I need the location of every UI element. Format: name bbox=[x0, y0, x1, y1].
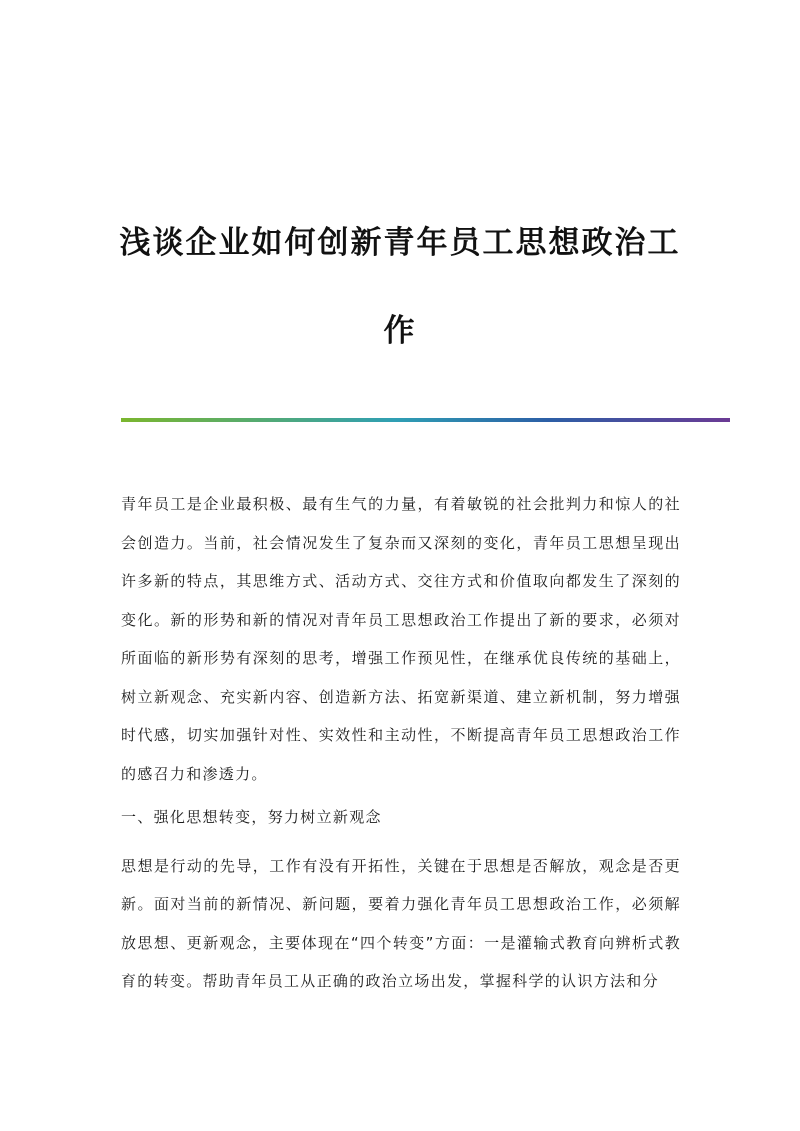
document-title bbox=[110, 199, 690, 375]
section-paragraph: 思想是行动的先导，工作有没有开拓性，关键在于思想是否解放，观念是否更新。面对当前的新情况、新问题，要着力强化青年员工思想政治工作，必须解放思想、更新观念，主要体现在“四个转变”方面：一是灌输式教育向辨析式教育的转变。帮助青年员工从正确的政治立场出发，掌握科学的认识方法和分 bbox=[121, 856, 681, 990]
title-line-1: 浅谈企业如何创新青年员工思想政治工 bbox=[119, 224, 681, 261]
section-heading: 一、强化思想转变，努力树立新观念 bbox=[121, 808, 382, 826]
title-divider bbox=[121, 418, 730, 422]
intro-paragraph: 青年员工是企业最积极、最有生气的力量，有着敏锐的社会批判力和惊人的社会创造力。当前，社会情况发生了复杂而又深刻的变化，青年员工思想呈现出许多新的特点，其思维方式、活动方式、交往方式和价值取向都发生了深刻的变化。新的形势和新的情况对青年员工思想政治工作提出了新的要求，必须对所面临的新形势有深刻的思考，增强工作预见性，在继承优良传统的基础上，树立新观念、充实新内容、创造新方法、拓宽新渠道、建立新机制，努力增强时代感，切实加强针对性、实效性和主动性，不断提高青年员工思想政治工作的感召力和渗透力。 bbox=[121, 495, 681, 783]
title-line-2: 作 bbox=[383, 312, 417, 349]
document-body bbox=[121, 485, 681, 1001]
